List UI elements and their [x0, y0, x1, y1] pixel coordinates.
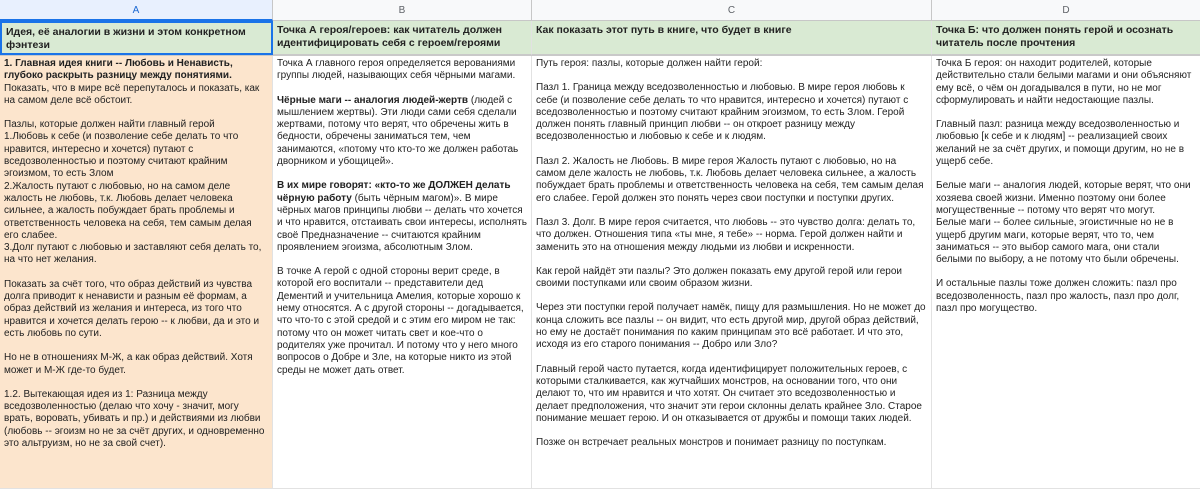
cell-b-bold: Чёрные маги -- аналогия людей-жертв: [277, 94, 469, 106]
cell-b-text: Точка А главного героя определяется верованиями группы людей, называющих себя чёрными магами.: [277, 58, 519, 82]
cell-a-text: Показать за счёт того, что образ действий из чувства долга приводит к ненависти и разным её формам, а образ действий из желания и интереса, из того что нравится и хочется делать герою -- к любви, да и это и есть любовь по сути.: [4, 278, 262, 339]
cell-c-text: Пазл 2. Жалость не Любовь. В мире героя Жалость путают с любовью, но на самом деле жалость не любовь, т.к. Любовь делает человека сильнее, а жалость побуждает брать проблемы и ответственность человека на себя, тем самым делая его слабее. Герой должен это понять через свои поступки и поступки других.: [536, 155, 927, 204]
cell-c-text: Позже он встречает реальных монстров и понимает разницу по поступкам.: [536, 437, 887, 449]
cell-c-text: Через эти поступки герой получает намёк, пищу для размышления. Но не может до конца сложить все пазлы -- он видит, что есть другой мир, другой образ действий, но ему не достаёт понимания по каким принципам это всё работает. И что это, исходя из его старого понимания -- Добро или Зло?: [536, 302, 929, 351]
cell-a-text: Показать, что в мире всё перепуталось и показать, как на самом деле всё обстоит.: [4, 82, 263, 106]
header-cell-c[interactable]: Как показать этот путь в книге, что будет в книге: [532, 21, 932, 55]
cell-c-text: Главный герой часто путается, когда идентифицирует положительных героев, с которыми сталкивается, как жутчайших монстров, на основании того, что они делают то, что им нравится и что хотят. Он считает это вседозволенностью и делает предположения, что значит эти герои склонны делать крайнее Зло. Старое понимание мешает герою. И он отказывается от дружбы и помощи таких людей.: [536, 363, 925, 424]
body-cell-b[interactable]: [273, 56, 532, 489]
column-header-a[interactable]: A: [0, 0, 273, 21]
cell-a-text: 1.2. Вытекающая идея из 1: Разница между вседозволенностью (делаю что хочу - значит, могу врать, воровать, убивать и пр.) и действиями из любви (любовь -- эгоизм но не за счёт других, и одновременно это альтруизм, но не за свой счет).: [4, 388, 268, 450]
cell-a-text: Но не в отношениях М-Ж, а как образ действий. Хотя может и М-Ж где-то будет.: [4, 352, 256, 376]
body-cell-a[interactable]: [0, 56, 273, 489]
cell-c-text: Как герой найдёт эти пазлы? Это должен показать ему другой герой или герои своими поступками или своим образом жизни.: [536, 265, 905, 290]
column-header-d[interactable]: D: [932, 0, 1200, 21]
column-header-b[interactable]: B: [273, 0, 532, 21]
header-cell-a[interactable]: Идея, её аналогии в жизни и этом конкретном фэнтези: [0, 21, 273, 55]
cell-b-text: (быть чёрным магом)». В мире чёрных магов принципы любви -- делать что хочется и что нравится, отстаивать свои интересы, исполнять своё Предназначение -- считаются крайним проявлением эгоизма, абсолютным Злом.: [277, 192, 530, 253]
cell-a-text: Пазлы, которые должен найти главный герой 1.Любовь к себе (и позволение себе делать то что нравится, интересно и хочется) путают с вседозволенностью и поэтому считают крайним эгоизмом, то есть Злом 2.Жалость путают с любовью, но на самом деле жалость не любовь, т.к. Любовь делает человека сильнее, а жалость побуждает брать проблемы и ответственность человека на себя, тем самым делая его слабее. 3.Долг путают с любовью и заставляют себя делать то, на что нет желания.: [4, 119, 262, 266]
header-cell-b[interactable]: Точка А героя/героев: как читатель должен идентифицировать себя с героем/героями: [273, 21, 532, 55]
cell-b-bold: В их мире говорят: «кто-то же ДОЛЖЕН делать чёрную работу: [277, 180, 514, 204]
header-cell-d[interactable]: Точка Б: что должен понять герой и осознать читатель после прочтения: [932, 21, 1200, 55]
body-cell-d[interactable]: [932, 56, 1200, 489]
cell-d-text: Точка Б героя: он находит родителей, которые действительно стали белыми магами и они объясняют ему всё, о чём он догадывался в пути, но не мог сформулировать и найти недостающие пазлы.: [936, 58, 1195, 106]
cell-a-main-idea: 1. Главная идея книги -- Любовь и Ненависть, глубоко раскрыть разницу между понятиями.: [4, 58, 236, 82]
cell-c-text: Путь героя: пазлы, которые должен найти герой:: [536, 58, 763, 69]
cell-d-text: Главный пазл: разница между вседозволенностью и любовью [к себе и к людям] -- реализацией своих желаний не за счёт других, и помощи другим, но не в ущерб себе.: [936, 119, 1187, 168]
column-header-c[interactable]: C: [532, 0, 932, 21]
cell-b-text: (людей с мышлением жертвы). Эти люди сами себя сделали жертвами, потому что верят, что обречены жить в бедности, обречены заниматься тем, чем занимаются, «потому что кто-то же должен работаь дворником и убощицей».: [277, 94, 522, 168]
cell-b-text: В точке А герой с одной стороны верит среде, в которой его воспитали -- представители дед Дементий и учительница Амелия, которые хорошо к нему относятся. А с другой стороны -- догадывается, что что-то с этой средой и с этим его миром не так: потому что он может читать свет и кое-что о родителях уже прочитал. И потому что у него много вопросов о Добре и Зле, на которые никто из этой среды не может дать ответ.: [277, 266, 527, 376]
body-cell-c[interactable]: [532, 56, 932, 489]
cell-c-text: Пазл 1. Граница между вседозволенностью и любовью. В мире героя любовь к себе (и позволение себе делать то что нравится, интересно и хочется) путают с вседозволенностью и поэтому считают крайним эгоизмом, то есть Злом. Герой должен понять главный принцип любви -- он откроет разницу между вседозволенностью и любовью к себе и к людям.: [536, 82, 911, 143]
cell-c-text: Пазл 3. Долг. В мире героя считается, что любовь -- это чувство долга: делать то, что должен. Отношения типа «ты мне, я тебе» -- норма. Герой должен найти и заменить это на отношения между людьми из любви и искренности.: [536, 216, 918, 253]
cell-d-text: Белые маги -- аналогия людей, которые верят, что они хозяева своей жизни. Именно поэтому они более могущественные -- потому что верят что могут. Белые маги -- более сильные, эгоистичные но не в ущерб другим маги, которые верят, что то, чем заниматься -- это выбор самого мага, они стали белыми по выбору, а не потому что были обречены.: [936, 180, 1191, 266]
cell-d-text: И остальные пазлы тоже должен сложить: пазл про вседозволенность, пазл про жалость, пазл про долг, пазл про могущество.: [936, 278, 1182, 315]
